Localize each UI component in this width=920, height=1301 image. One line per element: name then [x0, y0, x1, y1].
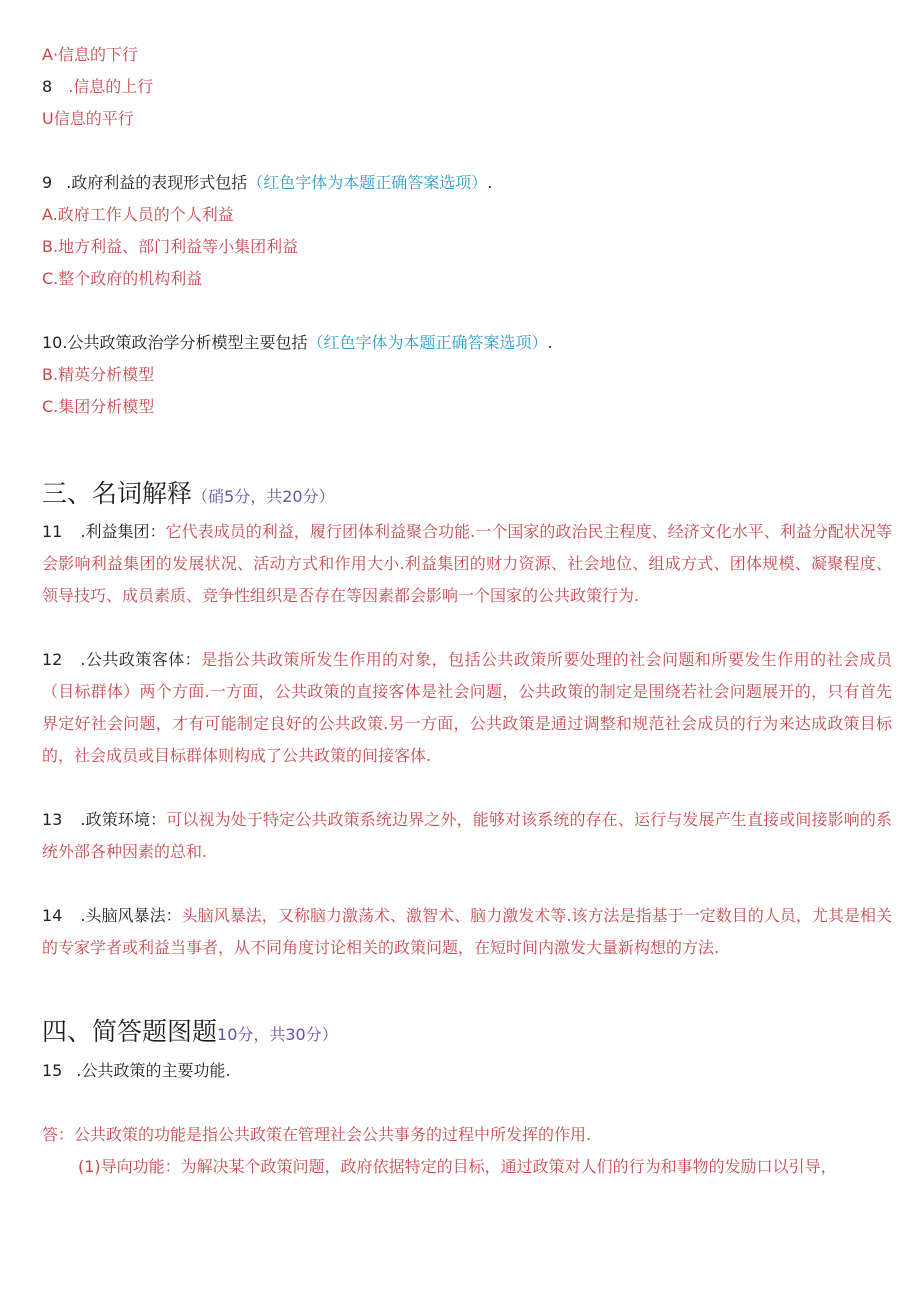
- term-13-label: .政策环境：: [80, 810, 167, 829]
- question-9-option-a: A.政府工作人员的个人利益: [42, 205, 234, 224]
- answer-point-1: (1)导向功能：为解决某个政策问题，政府依据特定的目标，通过政策对人们的行为和事物的发励口以引导，: [78, 1157, 837, 1176]
- option-b-text: .信息的上行: [68, 77, 154, 96]
- term-11-label: .利益集团：: [80, 522, 166, 541]
- section-4-heading: [42, 1016, 338, 1051]
- term-12-label: .公共政策客体：: [80, 650, 202, 669]
- answer-intro: 答：公共政策的功能是指公共政策在管理社会公共事务的过程中所发挥的作用.: [42, 1125, 592, 1144]
- question-15-text: .公共政策的主要功能.: [76, 1061, 231, 1080]
- question-9-option-c: C.整个政府的机构利益: [42, 269, 203, 288]
- section-4-note: 10分，共30分）: [217, 1025, 338, 1044]
- term-14-label: .头脑风暴法：: [80, 906, 182, 925]
- question-10: [42, 332, 553, 354]
- section-3-title: 三、名词解释: [42, 479, 193, 508]
- term-14: [42, 900, 892, 964]
- question-15-number: 15: [42, 1061, 63, 1080]
- term-11: [42, 516, 892, 612]
- term-14-definition: 头脑风暴法，又称脑力激荡术、激智术、脑力激发术等.该方法是指基于一定数目的人员，尤其是相关的专家学者或利益当事者，从不同角度讨论相关的政策问题，在短时间内激发大量新构想的方法.: [42, 906, 892, 957]
- option-b: [42, 76, 153, 98]
- section-3-note: （硝5分，共20分）: [192, 487, 335, 506]
- question-10-option-c: C.集团分析模型: [42, 397, 155, 416]
- term-13-definition: 可以视为处于特定公共政策系统边界之外，能够对该系统的存在、运行与发展产生直接或间接影响的系统外部各种因素的总和.: [42, 810, 892, 861]
- question-15: [42, 1060, 231, 1082]
- term-12-definition: 是指公共政策所发生作用的对象，包括公共政策所要处理的社会问题和所要发生作用的社会成员（目标群体）两个方面.一方面，公共政策的直接客体是社会问题，公共政策的制定是围绕若社会问题展开的，只有首先界定好社会问题，才有可能制定良好的公共政策.另一方面，公共政策是通过调整和规范社会成员的行为来达成政策目标的，社会成员或目标群体则构成了公共政策的间接客体.: [42, 650, 892, 765]
- term-13-number: 13: [42, 810, 63, 829]
- question-10-end: .: [547, 333, 553, 352]
- question-9-number: 9: [42, 173, 53, 192]
- term-14-number: 14: [42, 906, 63, 925]
- term-11-definition: 它代表成员的利益，履行团体利益聚合功能.一个国家的政治民主程度、经济文化水平、利益分配状况等会影响利益集团的发展状况、活动方式和作用大小.利益集团的财力资源、社会地位、组成方式、团体规模、凝聚程度、领导技巧、成员素质、竞争性组织是否存在等因素都会影响一个国家的公共政策行为.: [42, 522, 892, 605]
- question-9-stem: .政府利益的表现形式包括: [66, 173, 248, 192]
- question-9-hint: （红色字体为本题正确答案选项）: [247, 173, 488, 192]
- section-4-title: 四、简答题图题: [42, 1017, 218, 1046]
- question-10-hint: （红色字体为本题正确答案选项）: [307, 333, 548, 352]
- term-11-number: 11: [42, 522, 63, 541]
- question-9: [42, 172, 492, 194]
- term-12: [42, 644, 892, 772]
- term-12-number: 12: [42, 650, 63, 669]
- question-9-option-b: B.地方利益、部门利益等小集团利益: [42, 237, 299, 256]
- section-3-heading: [42, 478, 335, 513]
- option-a: A·信息的下行: [42, 45, 139, 64]
- question-10-option-b: B.精英分析模型: [42, 365, 155, 384]
- question-9-end: .: [487, 173, 493, 192]
- term-13: [42, 804, 892, 868]
- question-10-stem: 10.公共政策政治学分析模型主要包括: [42, 333, 308, 352]
- option-b-number: 8: [42, 77, 53, 96]
- option-c: U信息的平行: [42, 109, 134, 128]
